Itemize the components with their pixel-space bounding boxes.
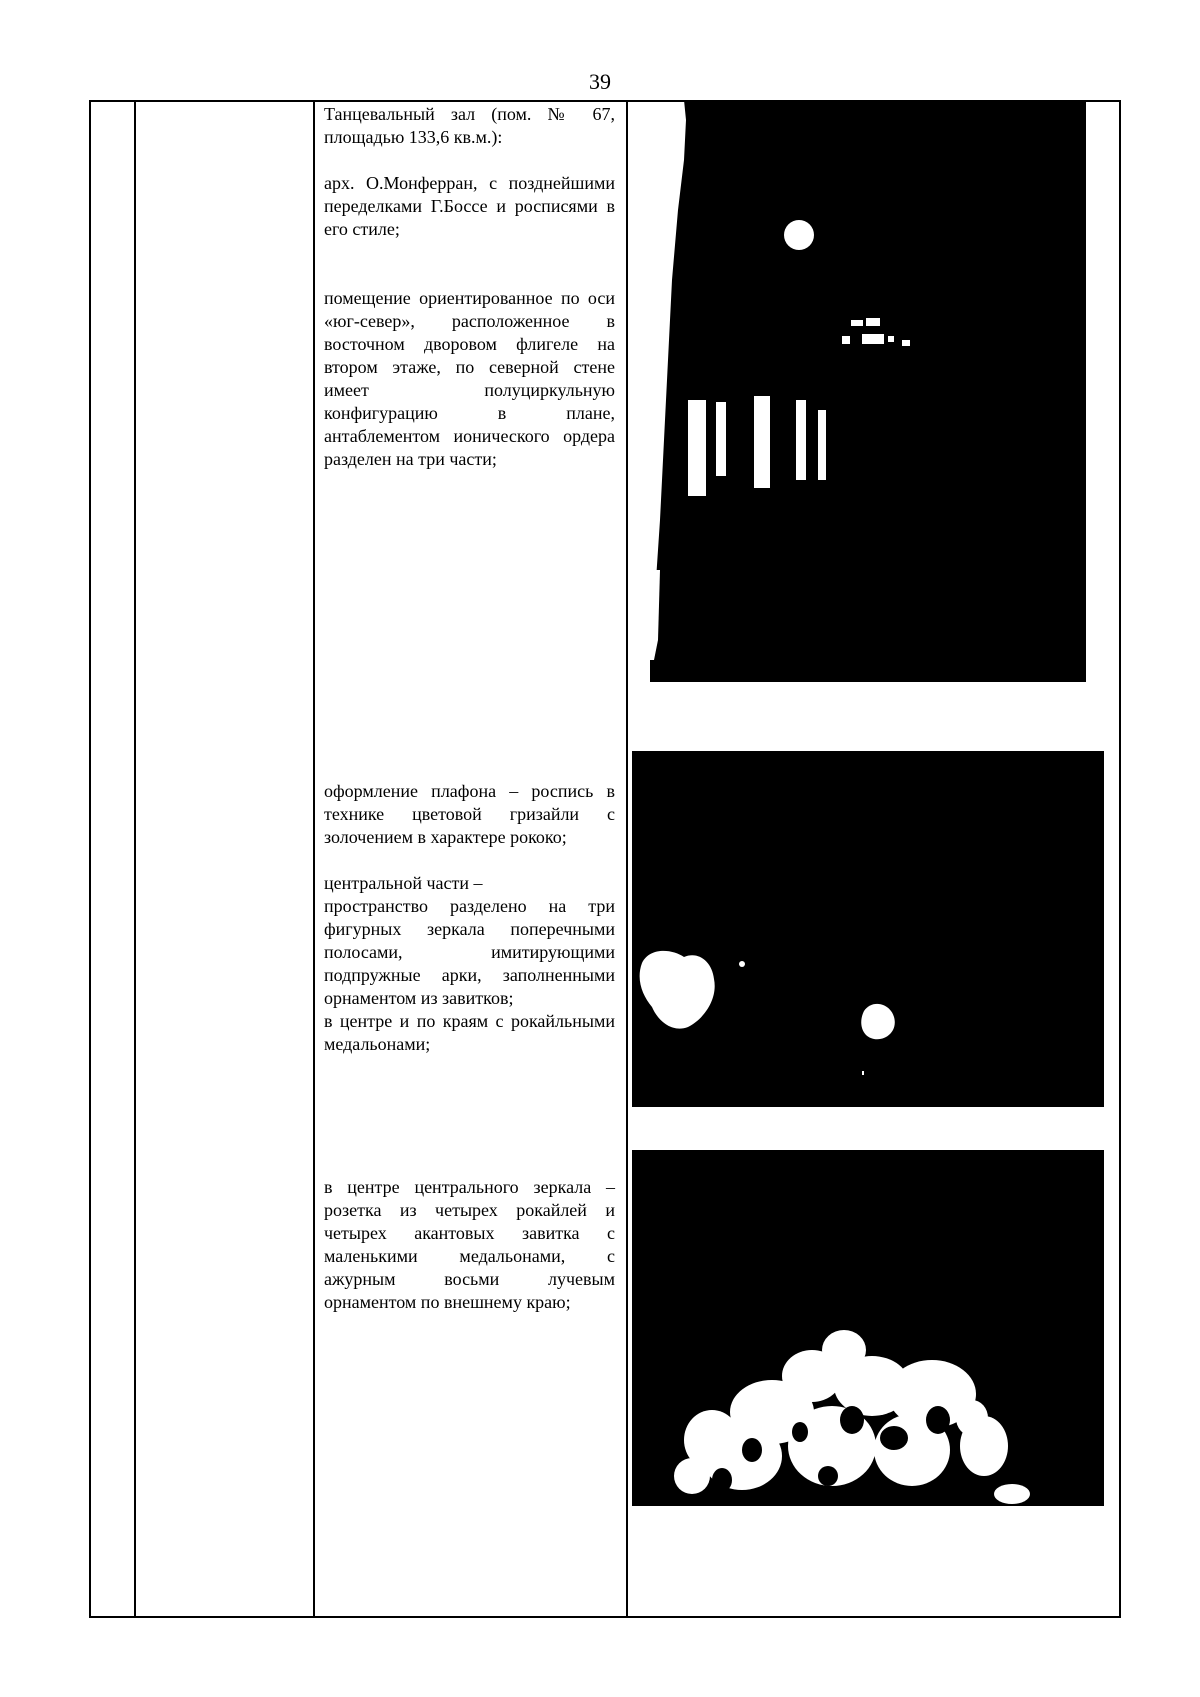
entry-paragraph: центральной части – (324, 873, 483, 893)
entry-paragraph: арх. О.Монферран, с позднейшими переделками Г.Боссе и росписями в его стиле; (324, 173, 615, 239)
rosette-photo (632, 1150, 1104, 1506)
page-number: 39 (589, 69, 611, 94)
entry-hall (324, 103, 615, 471)
column-divider-2 (313, 102, 315, 1616)
column-divider-1 (134, 102, 136, 1616)
entry-paragraph: пространство разделено на три фигурных зеркала поперечными полосами, имитирующими подпружные арки, заполненными орнаментом из завитков; (324, 896, 615, 1008)
entry-paragraph: в центре центрального зеркала – розетка из четырех рокайлей и четырех акантовых завитка с маленькими медальонами, с ажурным восьми лучевым орнаментом по внешнему краю; (324, 1177, 615, 1312)
hall-interior-photo (650, 100, 1086, 682)
entry-paragraph: помещение ориентированное по оси «юг-север», расположенное в восточном дворовом флигеле на втором этаже, по северной стене имеет полуциркульную конфигурацию в плане, антаблементом ионического ордера разделен на три части; (324, 288, 615, 469)
entry-rosette (324, 1176, 615, 1314)
entry-ceiling (324, 780, 615, 1056)
entry-paragraph: в центре и по краям с рокайльными медальонами; (324, 1011, 615, 1054)
ceiling-photo (632, 751, 1104, 1107)
entry-heading: Танцевальный зал (пом. № 67, площадью 133,6 кв.м.): (324, 104, 615, 147)
entry-paragraph: оформление плафона – роспись в технике цветовой гризайли с золочением в характере рококо; (324, 781, 615, 847)
column-divider-3 (626, 102, 628, 1616)
